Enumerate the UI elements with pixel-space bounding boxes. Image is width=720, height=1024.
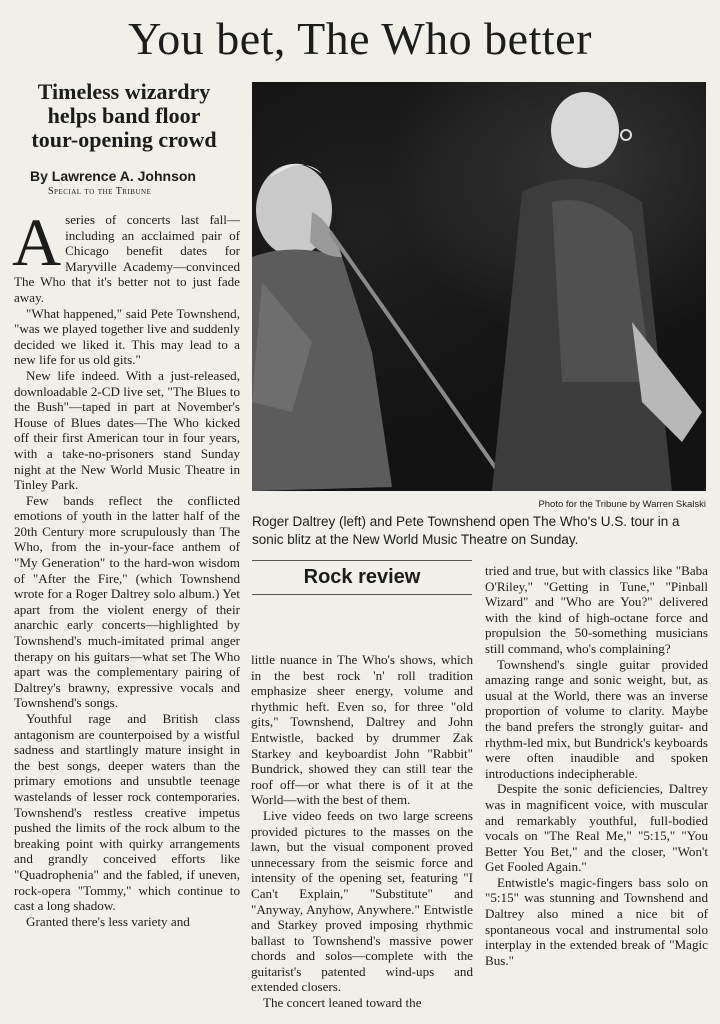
paragraph: Live video feeds on two large screens provided pictures to the masses on the lawn, but the visual component proved unnecessary from the seismic force and intensity of the opening set, featuring "I Can't Explain," "Substitute" and "Anyway, Anyhow, Anywhere." Entwistle and Starkey proved imposing rhythmic ballast to Townshend's massive power chords and solos—complete with the guitarist's patented wind-ups and extended closers. — [251, 807, 473, 995]
paragraph: Townshend's single guitar provided amazing range and sonic weight, but, as usual at the World, there was an inverse proportion of volume to clarity. Maybe the band prefers the strongly guitar- and rhythm-led mix, but Bundrick's keyboards were often inaudible and spoken introductions indecipherable. — [485, 656, 708, 781]
paragraph: Granted there's less variety and — [26, 913, 190, 929]
article-column-1 — [12, 204, 240, 929]
paragraph: Entwistle's magic-fingers bass solo on "5:15" was stunning and Townshend and Daltrey also mined a nice bit of spontaneous vocal and instrumental solo interplay in the extended break of "Magic Bus." — [485, 874, 708, 968]
article-column-2 — [251, 652, 473, 1011]
section-label: Rock review — [303, 566, 421, 588]
paragraph: Few bands reflect the conflicted emotions of youth in the latter half of the 20th Century more scrupulously than The Who, from the in-your-face anthem of "My Generation" to the hard-won wisdom of "After the Fire," (which Townshend wrote for a Roger Daltrey solo album.) Yet apart from the violent energy of their anarchic early concerts—highlighted by Townshend's much-imitated primal anger therapy on his guitars—what set The Who apart was the complementary pairing of Daltrey's brawny, expressive vocals and Townshend's songs. — [14, 492, 240, 711]
headline: You bet, The Who better — [128, 13, 592, 64]
concert-photo — [252, 82, 706, 491]
paragraph: Aseries of concerts last fall—including an acclaimed pair of Chicago benefit dates for Maryville Academy—convinced The Who that it's better not to just fade away. — [12, 204, 240, 305]
paragraph: tried and true, but with classics like "Baba O'Riley," "Getting in Tune," "Pinball Wizard" and "Who are You?" delivered with the kind of high-octane force and propulsion the 50-something musicians still command, who's complaining? — [485, 563, 708, 656]
article-column-3 — [485, 563, 708, 968]
photo-caption: Roger Daltrey (left) and Pete Townshend open The Who's U.S. tour in a sonic blitz at the New World Music Theatre on Sunday. — [252, 514, 680, 547]
deck-subheadline: Timeless wizardry helps band floor tour-opening crowd — [31, 79, 217, 152]
paragraph: "What happened," said Pete Townshend, "was we played together live and suddenly decided we liked it. This may lead to a new life for us old gits." — [14, 305, 240, 368]
paragraph: New life indeed. With a just-released, downloadable 2-CD live set, "The Blues to the Bush"—taped in part at November's House of Blues dates—The Who kicked off their first American tour in four years, with a take-no-prisoners stand Sunday night at the New World Music Theatre in Tinley Park. — [14, 367, 240, 493]
byline-credit: Special to the Tribune — [48, 186, 152, 197]
drop-cap: A — [12, 204, 62, 280]
paragraph: The concert leaned toward the — [263, 995, 422, 1011]
section-rule-top — [252, 560, 472, 561]
byline: By Lawrence A. Johnson — [30, 168, 196, 184]
paragraph: little nuance in The Who's shows, which in the best rock 'n' roll tradition emphasize sheer energy, volume and rhythmic heft. Even so, for three "old gits," Townshend, Daltrey and John Entwistle, backed by drummer Zak Starkey and keyboardist John "Rabbit" Bundrick, showed they can still tear the roof off—or what there is of it at the World—with the best of them. — [251, 652, 473, 808]
concert-photo-image — [252, 82, 706, 491]
photo-credit: Photo for the Tribune by Warren Skalski — [538, 499, 706, 510]
paragraph: Despite the sonic deficiencies, Daltrey was in magnificent voice, with muscular and remarkably youthful, full-bodied vocals on "The Real Me," "5:15," "You Better You Bet," and the closer, "Won't Get Fooled Again." — [485, 781, 708, 875]
section-rule-bottom — [252, 594, 472, 595]
paragraph: Youthful rage and British class antagonism are counterpoised by a wistful sadness and startlingly mature insight in the best songs, deeper waters than the primary emotions and unsubtle teenage wastelands of lesser rock contemporaries. Townshend's restless creative impetus pushed the limits of the rock album to the breaking point with quirky arrangements and grandly conceived efforts like "Quadrophenia" and the fabled, if uneven, rock-opera "Tommy," which continue to cast a long shadow. — [14, 711, 240, 914]
